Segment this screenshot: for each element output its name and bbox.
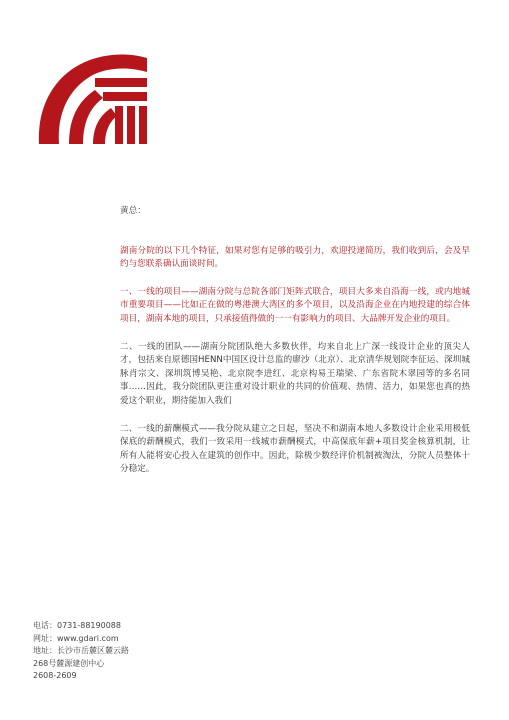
point-paragraph-2 <box>120 341 470 409</box>
point-lead: 一、一线的项目—— <box>120 286 199 297</box>
point-body: 湖南分院与总院各部门矩阵式联合，项目大多来自沿海一线，或内地城市重要项目——比如正在做的粤港澳大湾区的多个项目，以及沿海企业在内地投建的综合体项目，湖南本地的项目，只承接值得做的一一有影响力的项目、大品牌开发企业的项目。 <box>120 286 470 324</box>
point-lead: 二、一线的薪酬模式—— <box>120 423 217 434</box>
address-line-2: 268号麓源建创中心 <box>33 658 105 668</box>
letter-body <box>120 205 470 491</box>
website-line: 网址：www.gdari.com <box>33 633 119 643</box>
company-logo-icon <box>33 48 153 158</box>
contact-footer <box>33 620 233 683</box>
phone-line: 电话：0731-88190088 <box>33 621 121 630</box>
point-paragraph-1 <box>120 286 470 327</box>
point-body: 我分院从建立之日起，坚决不和湖南本地人多数设计企业采用极低保底的薪酬模式，我们一致采用一线城市薪酬模式，中高保底年薪+项目奖金核算机制，让所有人能将安心投入在建筑的创作中。因此，除极少数经评价机制被淘汰，分院人员整体十分稳定。 <box>120 423 470 475</box>
point-lead: 二、一线的团队—— <box>120 341 201 352</box>
intro-paragraph: 湖南分院的以下几个特征，如果对您有足够的吸引力，欢迎投递简历，我们收到后，会及早约与您联系确认面谈时间。 <box>120 245 470 270</box>
address-line: 地址：长沙市岳麓区麓云路 <box>33 646 129 656</box>
point-body: 湖南分院团队绝大多数伙伴，均来自北上广深一线设计企业的顶尖人才，包括来自原德国HENN中国区设计总监的廖沙（北京）、北京清华规划院李征运、深圳城脉肖宗文、深圳筑博吴艳、北京院李进红、北京构易王瑞梁、广东省院木翠园等的多名同事……因此，我分院团队更注重对设计职业的共同的价值观、热情、活力，如果您也真的热爱这个职业，期待能加入我们 <box>120 341 470 406</box>
point-paragraph-3 <box>120 423 470 477</box>
salutation: 黄总： <box>120 206 146 216</box>
address-line-3: 2608-2609 <box>33 671 77 681</box>
